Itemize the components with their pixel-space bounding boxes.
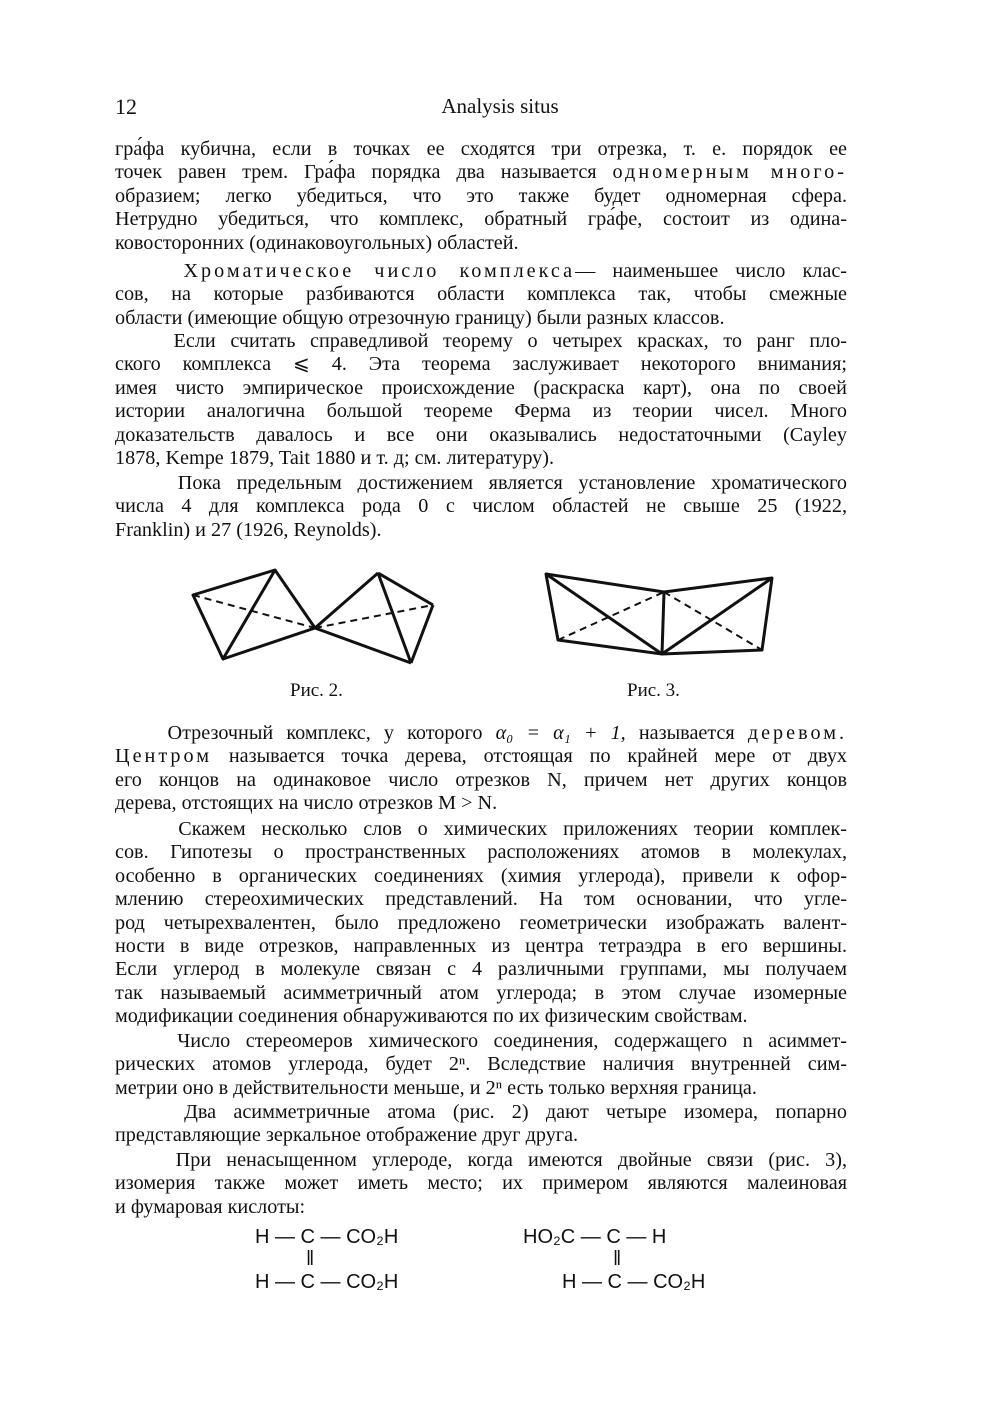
- fumaric-acid-top: HO₂C — C — H: [523, 1226, 667, 1248]
- paragraph-unsaturated: [115, 1149, 847, 1219]
- edge: [315, 628, 411, 663]
- text-line: гра́фа кубична, если в точках ее сходятся три отрезка, т. е. порядок ее: [115, 138, 847, 160]
- text-line: Число стереомеров химического соединения, содержащего n асиммет-: [177, 1030, 847, 1052]
- text-line: истории аналогична большой теореме Ферма из теории чисел. Много: [115, 400, 847, 423]
- text-line: дерева, отстоящих на число отрезков M > N.: [115, 792, 498, 815]
- text-line: так называемый асимметричный атом углерода; в этом случае изомерные: [115, 981, 847, 1004]
- text-line: Два асимметричные атома (рис. 2) дают четыре изомера, попарно: [184, 1101, 848, 1123]
- paragraph-chromatic-number: [115, 260, 847, 330]
- edge: [411, 605, 433, 663]
- text-line: Если считать справедливой теорему о четырех красках, то ранг пло-: [173, 330, 848, 352]
- formula-alpha: α₀ = α₁ + 1,: [495, 722, 626, 744]
- text-line: области (имеющие общую отрезочную границу) были разных классов.: [115, 306, 725, 329]
- text-line: особенно в органических соединениях (химия углерода), привели к офор-: [115, 864, 847, 887]
- text-line: и фумаровая кислоты:: [115, 1195, 306, 1218]
- edge: [275, 570, 315, 628]
- paragraph-chemistry: [115, 818, 847, 1029]
- paragraph-tree: [115, 722, 847, 816]
- text-line: Нетрудно убедиться, что комплекс, обратный гра́фе, состоит из одина-: [115, 208, 847, 231]
- edge: [378, 573, 411, 663]
- maleic-double-bond: ‖: [306, 1248, 315, 1270]
- text-line: сов, на которые разбиваются области комплекса так, чтобы смежные: [115, 283, 847, 306]
- text-line: точек равен трем. Гра́фа порядка два называется одномерным много-: [115, 161, 847, 184]
- text-line: модификации соединения обнаруживаются по их физическим свойствам.: [115, 1005, 748, 1028]
- edge: [378, 573, 433, 605]
- running-title: Analysis situs: [441, 94, 559, 118]
- maleic-acid-top: H — C — CO₂H: [255, 1226, 399, 1248]
- figure-3-prism: [540, 568, 780, 660]
- text-line: 1878, Kempe 1879, Tait 1880 и т. д; см. литературу).: [115, 447, 555, 470]
- maleic-acid-bottom: H — C — CO₂H: [255, 1271, 399, 1293]
- text-line: сов. Гипотезы о пространственных расположениях атомов в молекулах,: [115, 841, 847, 864]
- text-line: рических атомов углерода, будет 2ⁿ. Вследствие наличия внутренней сим-: [115, 1053, 847, 1076]
- text-line: представляющие зеркальное отображение друг друга.: [115, 1124, 579, 1147]
- text-line: доказательств давалось и все они оказывались недостаточными (Cayley: [115, 423, 847, 446]
- text-line: Пока предельным достижением является установление хроматического: [177, 472, 847, 494]
- paragraph-stereomers: [115, 1030, 847, 1100]
- text-line: метрии оно в действительности меньше, и 2ⁿ есть только верхняя граница.: [115, 1076, 757, 1099]
- text-line: Отрезочный комплекс, у которого α₀ = α₁ + 1, называется деревом.: [167, 722, 848, 744]
- text-line: Хроматическое число комплекса— наименьшее число клас-: [183, 260, 848, 282]
- text-line: числа 4 для комплекса рода 0 с числом областей не свыше 25 (1922,: [115, 495, 847, 518]
- dashed-edge: [315, 605, 433, 628]
- fumaric-double-bond: ‖: [613, 1248, 622, 1270]
- text-line: млению стереохимических представлений. На том основании, что угле-: [115, 888, 847, 911]
- text-line: Если углерод в молекуле связан с 4 различными группами, мы получаем: [115, 958, 847, 981]
- text-line: род четырехвалентен, было предложено геометрически изображать валент-: [115, 911, 847, 934]
- text-line: ковосторонних (одинаковоугольных) областей.: [115, 231, 519, 254]
- edge: [662, 592, 664, 654]
- text-line: образием; легко убедиться, что это также будет одномерная сфера.: [115, 184, 847, 207]
- outline: [546, 574, 772, 654]
- paragraph-graph-cubic: [115, 138, 847, 255]
- paragraph-four-color: [115, 330, 847, 470]
- text-line: Franklin) и 27 (1926, Reynolds).: [115, 518, 382, 541]
- figure-2-caption: Рис. 2.: [290, 680, 343, 701]
- text-line: ского комплекса ⩽ 4. Эта теорема заслуживает некоторого внимания;: [115, 353, 847, 376]
- text-line: его концов на одинаковое число отрезков N, причем нет других концов: [115, 768, 847, 791]
- text-line: ности в виде отрезков, направленных из центра тетраэдра в его вершины.: [115, 935, 847, 958]
- text-line: имея чисто эмпирическое происхождение (раскраска карт), она по своей: [115, 376, 847, 399]
- text-line: изомерия также может иметь место; их примером являются малеиновая: [115, 1172, 847, 1195]
- text-line: При ненасыщенном углероде, когда имеются двойные связи (рис. 3),: [175, 1149, 848, 1171]
- text-line: Центром называется точка дерева, отстоящая по крайней мере от двух: [115, 745, 848, 768]
- text-line: Скажем несколько слов о химических приложениях теории комплек-: [178, 818, 847, 840]
- paragraph-two-atoms: [115, 1101, 847, 1148]
- dashed-edge: [558, 592, 664, 640]
- fumaric-acid-bottom: H — C — CO₂H: [562, 1271, 706, 1293]
- edge: [315, 573, 378, 628]
- figure-2-bowtie: [185, 565, 465, 675]
- paragraph-limit-achievement: [115, 472, 847, 542]
- figure-3-caption: Рис. 3.: [627, 680, 680, 701]
- page-number: 12: [115, 94, 137, 119]
